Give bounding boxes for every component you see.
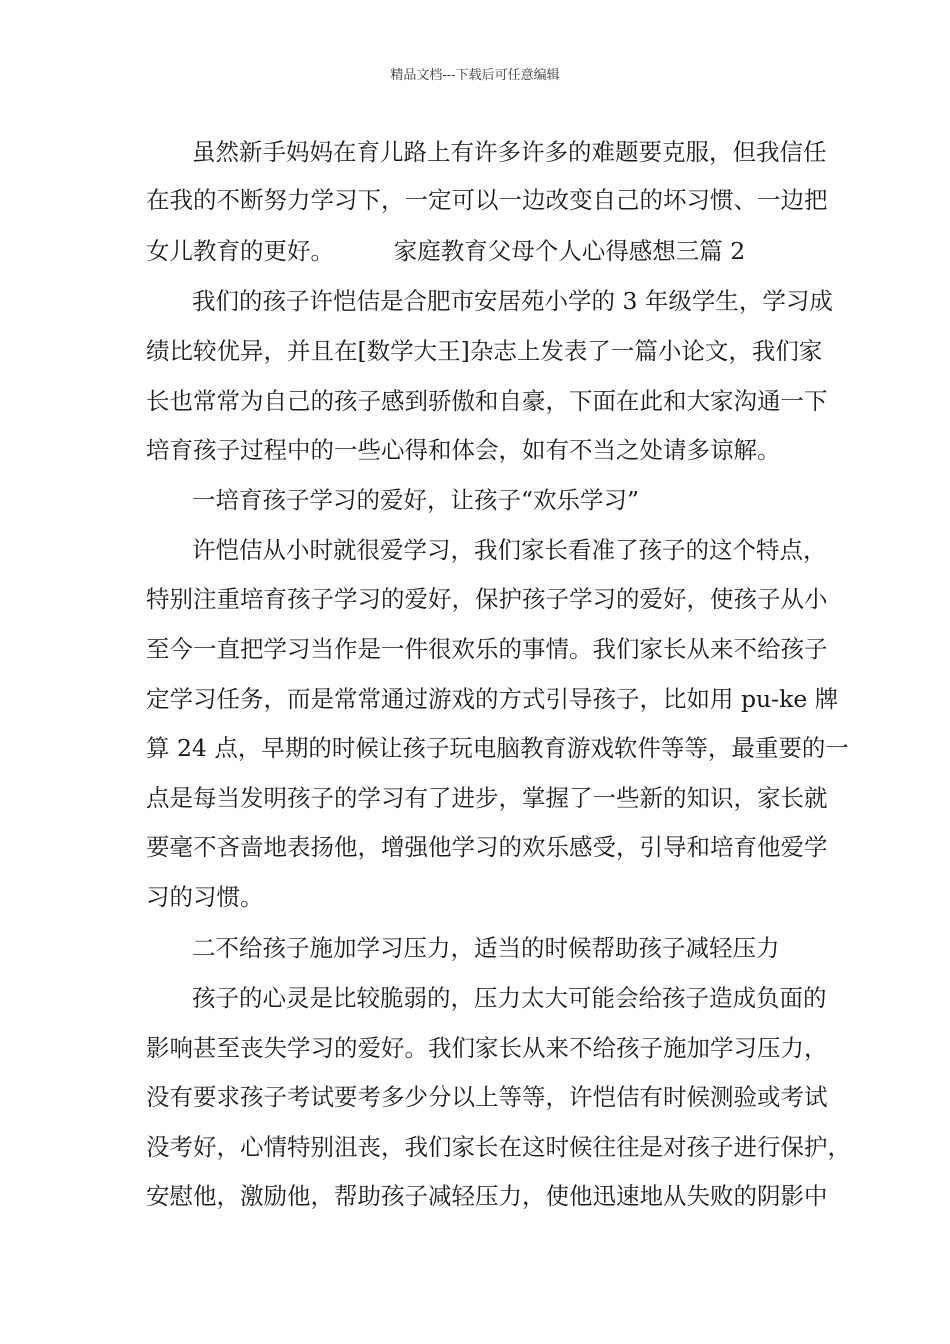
text-line: 许恺佶从小时就很爱学习，我们家长看准了孩子的这个特点， [192,536,827,564]
text-line: 没有要求孩子考试要考多少分以上等等，许恺佶有时候测验或考试 [146,1083,828,1111]
text-line: 算 24 点，早期的时候让孩子玩电脑教育游戏软件等等，最重要的一 [146,734,849,762]
text-line: 至今一直把学习当作是一件很欢乐的事情。我们家长从来不给孩子 [146,635,828,663]
text-line: 在我的不断努力学习下，一定可以一边改变自己的坏习惯、一边把 [146,186,828,214]
text-line: 没考好，心情特别沮丧，我们家长在这时候往往是对孩子进行保护， [146,1133,851,1161]
text-line: 点是每当发明孩子的学习有了进步，掌握了一些新的知识，家长就 [146,784,828,812]
text-line: 长也常常为自己的孩子感到骄傲和自豪，下面在此和大家沟通一下 [146,387,828,415]
text-line: 安慰他，激励他，帮助孩子减轻压力，使他迅速地从失败的阴影中 [146,1182,828,1210]
text-line: 虽然新手妈妈在育儿路上有许多许多的难题要克服，但我信任 [192,138,827,166]
text-line: 孩子的心灵是比较脆弱的，压力太大可能会给孩子造成负面的 [192,984,827,1012]
text-line: 要毫不吝啬地表扬他，增强他学习的欢乐感受，引导和培育他爱学 [146,833,828,861]
text-line: 影响甚至丧失学习的爱好。我们家长从来不给孩子施加学习压力， [146,1034,828,1062]
section-heading: 一培育孩子学习的爱好，让孩子“欢乐学习” [192,486,640,514]
text-line: 习的习惯。 [146,883,264,911]
text-line: 我们的孩子许恺佶是合肥市安居苑小学的 3 年级学生，学习成 [192,287,833,315]
section-heading: 二不给孩子施加学习压力，适当的时候帮助孩子减轻压力 [192,934,780,962]
text-line: 定学习任务，而是常常通过游戏的方式引导孩子，比如用 pu-ke 牌 [146,685,839,713]
page-header: 精品文档---下载后可任意编辑 [390,68,560,83]
text-line: 特别注重培育孩子学习的爱好，保护孩子学习的爱好，使孩子从小 [146,585,828,613]
text-line: 女儿教育的更好。 家庭教育父母个人心得感想三篇 2 [146,237,746,265]
text-line: 培育孩子过程中的一些心得和体会，如有不当之处请多谅解。 [146,436,781,464]
text-line: 绩比较优异，并且在[数学大王]杂志上发表了一篇小论文，我们家 [146,337,823,365]
